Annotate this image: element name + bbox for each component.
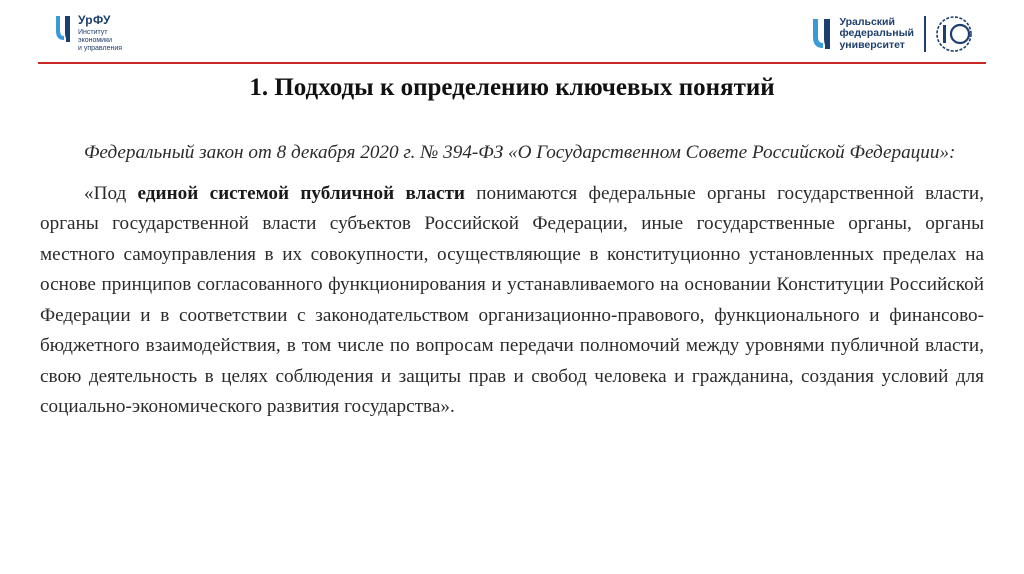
law-quote (40, 179, 984, 423)
logo-name: УрФУ (78, 13, 111, 27)
logo-subtitle-line: Институт (78, 29, 108, 36)
logo-subtitle-line: экономики (78, 37, 113, 44)
urfu-u-logo-icon (811, 17, 833, 51)
urfu-u-logo-icon (54, 14, 72, 44)
quote-key-term: единой системой публичной власти (137, 182, 465, 204)
header-divider (38, 62, 986, 64)
law-reference: Федеральный закон от 8 декабря 2020 г. № 394-ФЗ «О Государственном Совете Российской Федерации»: (84, 142, 956, 163)
quote-text-rest: понимаются федеральные органы государственной власти, органы государственной власти субъектов Российской Федерации, иные государственные органы, органы местного самоуправления в их совокупности, осуществляющие в конституционно установленных пределах на основе принципов согласованного функционирования и устанавливаемого на основании Конституции Российской Федерации и в соответствии с законодательством организационно-правового, функционального и финансово-бюджетного взаимодействия, в том числе по вопросам передачи полномочий между уровнями публичной власти, свою деятельность в целях соблюдения и защиты прав и свобод человека и гражданина, создания условий для социально-экономического развития государства». (40, 182, 984, 417)
quote-text-start: «Под (84, 182, 138, 204)
university-logo (811, 14, 974, 54)
university-name-line: федеральный (839, 27, 914, 40)
slide-body (40, 138, 984, 423)
logo-divider (924, 16, 926, 52)
anniversary-seal-icon (934, 14, 974, 54)
university-name-line: университет (839, 38, 905, 51)
logo-subtitle (78, 29, 122, 53)
logo-subtitle-line: и управления (78, 45, 123, 52)
university-name-line: Уральский (839, 15, 895, 28)
institute-logo (54, 14, 122, 53)
slide-title: 1. Подходы к определению ключевых понятий (249, 74, 775, 101)
